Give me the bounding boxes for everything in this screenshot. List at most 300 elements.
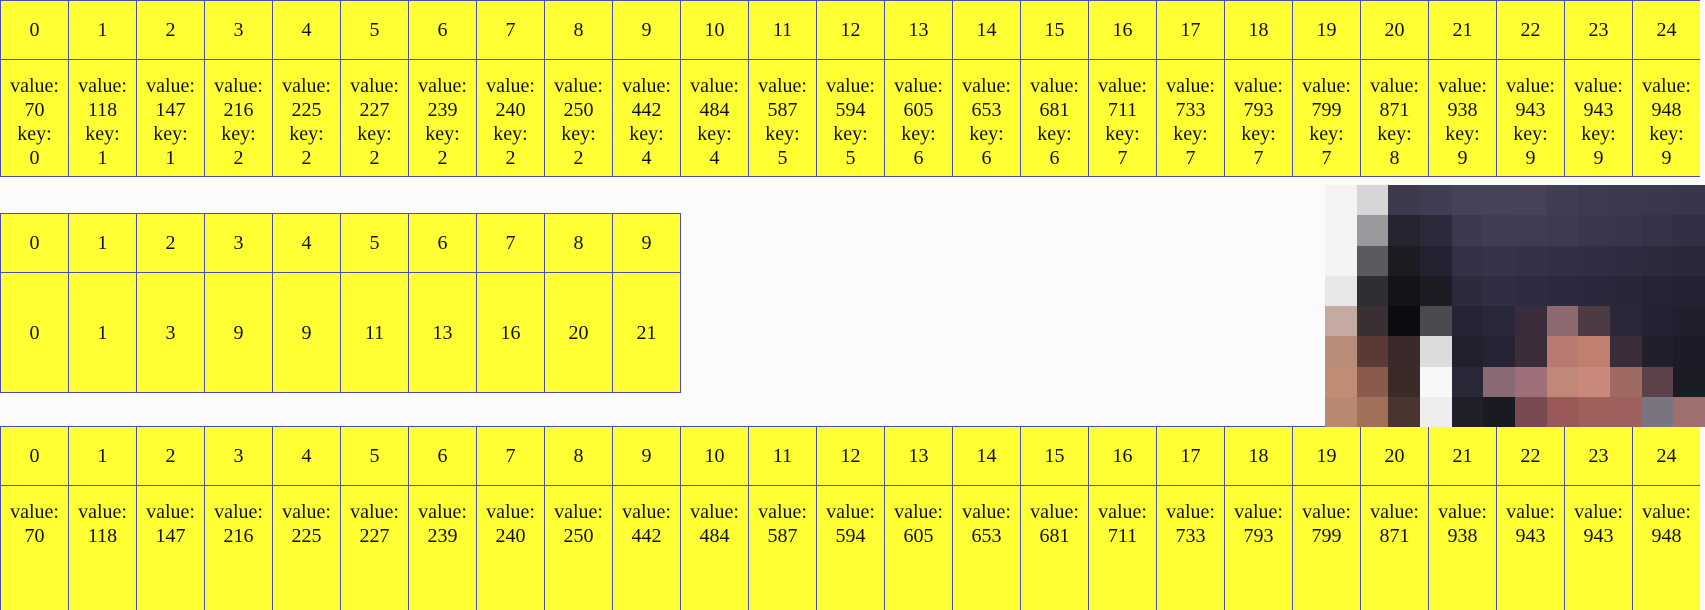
array-top-index-cell: 22 (1497, 1, 1565, 60)
array-bottom-value-row (1, 486, 1701, 610)
key-number: 9 (1457, 147, 1468, 169)
array-bottom-index-cell: 2 (137, 427, 205, 486)
array-top-value-cell (1021, 60, 1089, 177)
webcam-pixel (1452, 367, 1485, 398)
webcam-pixel (1325, 306, 1358, 337)
webcam-pixel (1357, 397, 1390, 427)
webcam-pixel (1388, 276, 1421, 307)
array-top-value-cell (1429, 60, 1497, 177)
count-array-index-cell: 7 (477, 214, 545, 273)
key-number: 8 (1389, 147, 1400, 169)
webcam-pixel (1483, 185, 1516, 216)
array-bottom-value-cell (817, 486, 885, 610)
array-top-index-cell: 7 (477, 1, 545, 60)
key-number: 6 (1049, 147, 1060, 169)
array-bottom-value-cell (885, 486, 953, 610)
array-top-index-cell: 21 (1429, 1, 1497, 60)
array-top (0, 0, 1700, 177)
array-top-value-cell (545, 60, 613, 177)
value-number: 653 (971, 99, 1002, 121)
array-bottom-value-cell (681, 486, 749, 610)
array-top-index-cell: 10 (681, 1, 749, 60)
key-label: key: (1037, 123, 1072, 145)
array-bottom-index-cell: 14 (953, 427, 1021, 486)
array-bottom-value-cell (749, 486, 817, 610)
value-number: 118 (87, 525, 118, 547)
webcam-pixel (1452, 306, 1485, 337)
value-label: value: (350, 75, 399, 97)
array-top-value-cell (1, 60, 69, 177)
value-number: 711 (1107, 525, 1138, 547)
array-top-value-cell (1361, 60, 1429, 177)
key-label: key: (969, 123, 1004, 145)
webcam-pixel (1547, 397, 1580, 427)
key-number: 4 (641, 147, 652, 169)
array-bottom-value-cell (545, 486, 613, 610)
webcam-pixel (1420, 185, 1453, 216)
webcam-pixel (1578, 397, 1611, 427)
array-top-index-cell: 1 (69, 1, 137, 60)
key-number: 9 (1525, 147, 1536, 169)
key-label: key: (1513, 123, 1548, 145)
value-number: 948 (1651, 99, 1682, 121)
value-number: 943 (1515, 525, 1546, 547)
key-label: key: (357, 123, 392, 145)
array-bottom-value-cell (137, 486, 205, 610)
value-label: value: (1234, 501, 1283, 523)
count-array-value-row (1, 273, 681, 393)
array-top-value-cell (205, 60, 273, 177)
value-number: 711 (1107, 99, 1138, 121)
value-label: value: (894, 501, 943, 523)
webcam-pixel (1357, 367, 1390, 398)
webcam-pixel (1515, 397, 1548, 427)
webcam-pixel (1452, 336, 1485, 367)
array-top-index-cell: 5 (341, 1, 409, 60)
array-bottom-index-cell: 24 (1633, 427, 1701, 486)
key-number: 2 (233, 147, 244, 169)
value-number: 70 (24, 99, 45, 121)
key-label: key: (1649, 123, 1684, 145)
array-top-value-cell (341, 60, 409, 177)
value-number: 250 (563, 525, 594, 547)
value-label: value: (10, 75, 59, 97)
array-bottom-index-cell: 22 (1497, 427, 1565, 486)
value-number: 239 (427, 525, 458, 547)
value-label: value: (962, 75, 1011, 97)
value-label: value: (1302, 501, 1351, 523)
value-number: 225 (291, 99, 322, 121)
array-top-index-cell: 3 (205, 1, 273, 60)
key-number: 0 (29, 147, 40, 169)
webcam-pixel (1452, 185, 1485, 216)
key-label: key: (1309, 123, 1344, 145)
array-bottom-index-cell: 9 (613, 427, 681, 486)
array-top-index-cell: 16 (1089, 1, 1157, 60)
webcam-pixel (1610, 336, 1643, 367)
array-bottom-index-cell: 19 (1293, 427, 1361, 486)
array-top-value-cell (273, 60, 341, 177)
webcam-pixel (1388, 246, 1421, 277)
webcam-pixel (1420, 367, 1453, 398)
array-top-value-cell (1633, 60, 1701, 177)
key-label: key: (1105, 123, 1140, 145)
value-label: value: (1098, 75, 1147, 97)
key-label: key: (1377, 123, 1412, 145)
key-label: key: (289, 123, 324, 145)
array-top-value-cell (885, 60, 953, 177)
value-number: 681 (1039, 525, 1070, 547)
key-label: key: (561, 123, 596, 145)
webcam-pixel (1642, 306, 1675, 337)
webcam-pixel (1673, 276, 1705, 307)
array-bottom-index-cell: 18 (1225, 427, 1293, 486)
value-number: 225 (291, 525, 322, 547)
webcam-pixel (1452, 246, 1485, 277)
value-label: value: (1642, 75, 1691, 97)
array-bottom-index-cell: 17 (1157, 427, 1225, 486)
array-top-value-cell (69, 60, 137, 177)
webcam-overlay (1325, 185, 1705, 427)
webcam-pixel (1642, 397, 1675, 427)
array-bottom-value-cell (409, 486, 477, 610)
webcam-pixel (1610, 306, 1643, 337)
key-number: 2 (505, 147, 516, 169)
value-label: value: (826, 501, 875, 523)
value-label: value: (486, 501, 535, 523)
value-label: value: (1642, 501, 1691, 523)
webcam-pixel (1515, 367, 1548, 398)
array-bottom-value-cell (1225, 486, 1293, 610)
value-label: value: (758, 75, 807, 97)
value-label: value: (1506, 501, 1555, 523)
array-top-index-cell: 17 (1157, 1, 1225, 60)
value-number: 948 (1651, 525, 1682, 547)
count-array-value-cell: 21 (613, 273, 681, 393)
webcam-pixel (1388, 306, 1421, 337)
value-number: 216 (223, 525, 254, 547)
array-bottom-value-cell (477, 486, 545, 610)
webcam-pixel (1547, 306, 1580, 337)
value-label: value: (554, 75, 603, 97)
webcam-pixel (1388, 215, 1421, 246)
array-bottom-index-cell: 16 (1089, 427, 1157, 486)
webcam-pixel (1515, 185, 1548, 216)
array-bottom-value-cell (205, 486, 273, 610)
webcam-pixel (1325, 397, 1358, 427)
key-label: key: (153, 123, 188, 145)
array-top-value-cell (681, 60, 749, 177)
webcam-pixel (1610, 276, 1643, 307)
webcam-pixel (1610, 215, 1643, 246)
webcam-pixel (1452, 215, 1485, 246)
value-number: 733 (1175, 99, 1206, 121)
array-bottom-index-cell: 21 (1429, 427, 1497, 486)
array-top-index-cell: 20 (1361, 1, 1429, 60)
value-label: value: (962, 501, 1011, 523)
value-number: 594 (835, 525, 866, 547)
array-top-index-cell: 0 (1, 1, 69, 60)
count-array-index-cell: 2 (137, 214, 205, 273)
value-label: value: (1030, 75, 1079, 97)
key-label: key: (85, 123, 120, 145)
webcam-pixel (1357, 185, 1390, 216)
array-top-value-cell (1157, 60, 1225, 177)
webcam-pixel (1325, 215, 1358, 246)
array-bottom-index-cell: 13 (885, 427, 953, 486)
array-bottom-value-cell (1361, 486, 1429, 610)
array-bottom-value-cell (1565, 486, 1633, 610)
count-array-index-cell: 6 (409, 214, 477, 273)
key-label: key: (629, 123, 664, 145)
webcam-pixel (1673, 397, 1705, 427)
array-top-index-cell: 19 (1293, 1, 1361, 60)
array-top-index-cell: 12 (817, 1, 885, 60)
webcam-pixel (1483, 276, 1516, 307)
value-number: 227 (359, 99, 390, 121)
key-number: 7 (1117, 147, 1128, 169)
value-label: value: (78, 75, 127, 97)
value-number: 227 (359, 525, 390, 547)
webcam-pixel (1547, 336, 1580, 367)
array-bottom-value-cell (1021, 486, 1089, 610)
value-label: value: (690, 501, 739, 523)
array-bottom-index-cell: 11 (749, 427, 817, 486)
array-bottom-index-cell: 3 (205, 427, 273, 486)
count-array-index-cell: 3 (205, 214, 273, 273)
key-label: key: (765, 123, 800, 145)
webcam-pixel (1673, 185, 1705, 216)
value-label: value: (1438, 501, 1487, 523)
webcam-pixel (1420, 397, 1453, 427)
value-label: value: (758, 501, 807, 523)
key-label: key: (221, 123, 256, 145)
array-bottom-value-cell (1089, 486, 1157, 610)
webcam-pixel (1673, 306, 1705, 337)
webcam-pixel (1547, 185, 1580, 216)
value-label: value: (826, 75, 875, 97)
count-array-value-cell: 9 (205, 273, 273, 393)
array-bottom-value-cell (273, 486, 341, 610)
value-label: value: (1438, 75, 1487, 97)
count-array-value-cell: 20 (545, 273, 613, 393)
webcam-pixel (1388, 336, 1421, 367)
webcam-pixel (1357, 246, 1390, 277)
webcam-pixel (1547, 246, 1580, 277)
array-top-value-cell (817, 60, 885, 177)
array-top-index-cell: 4 (273, 1, 341, 60)
key-label: key: (1173, 123, 1208, 145)
array-top-index-cell: 15 (1021, 1, 1089, 60)
key-label: key: (17, 123, 52, 145)
array-bottom-value-cell (613, 486, 681, 610)
webcam-pixel (1515, 215, 1548, 246)
webcam-pixel (1388, 397, 1421, 427)
array-bottom-index-cell: 7 (477, 427, 545, 486)
webcam-pixel (1578, 336, 1611, 367)
array-bottom-index-cell: 6 (409, 427, 477, 486)
array-top-value-cell (1293, 60, 1361, 177)
value-number: 587 (767, 525, 798, 547)
value-number: 70 (24, 525, 45, 547)
array-top-index-cell: 14 (953, 1, 1021, 60)
webcam-pixel (1547, 367, 1580, 398)
webcam-pixel (1578, 215, 1611, 246)
value-label: value: (1166, 501, 1215, 523)
value-number: 938 (1447, 525, 1478, 547)
value-label: value: (1370, 501, 1419, 523)
value-label: value: (282, 501, 331, 523)
webcam-pixel (1420, 215, 1453, 246)
key-label: key: (1241, 123, 1276, 145)
key-number: 2 (369, 147, 380, 169)
count-array-index-row (1, 214, 681, 273)
webcam-pixel (1642, 185, 1675, 216)
array-bottom-index-cell: 23 (1565, 427, 1633, 486)
value-label: value: (214, 501, 263, 523)
key-label: key: (425, 123, 460, 145)
key-label: key: (697, 123, 732, 145)
array-top-value-cell (953, 60, 1021, 177)
value-label: value: (350, 501, 399, 523)
value-number: 733 (1175, 525, 1206, 547)
count-array-value-cell: 1 (69, 273, 137, 393)
key-number: 4 (709, 147, 720, 169)
value-label: value: (146, 501, 195, 523)
value-label: value: (554, 501, 603, 523)
value-label: value: (622, 501, 671, 523)
value-number: 442 (631, 99, 662, 121)
count-array-index-cell: 5 (341, 214, 409, 273)
array-bottom-value-cell (1293, 486, 1361, 610)
webcam-pixel (1483, 246, 1516, 277)
array-top-index-cell: 23 (1565, 1, 1633, 60)
value-number: 442 (631, 525, 662, 547)
value-number: 681 (1039, 99, 1070, 121)
webcam-pixel (1547, 276, 1580, 307)
webcam-pixel (1578, 185, 1611, 216)
value-number: 484 (699, 525, 730, 547)
array-top-index-cell: 11 (749, 1, 817, 60)
key-number: 7 (1185, 147, 1196, 169)
array-bottom (0, 426, 1700, 610)
value-number: 147 (155, 525, 186, 547)
array-top-value-cell (137, 60, 205, 177)
array-bottom-value-cell (1, 486, 69, 610)
count-array-value-cell: 11 (341, 273, 409, 393)
array-top-value-cell (613, 60, 681, 177)
value-label: value: (1030, 501, 1079, 523)
webcam-pixel (1642, 367, 1675, 398)
value-number: 587 (767, 99, 798, 121)
value-label: value: (622, 75, 671, 97)
value-number: 240 (495, 525, 526, 547)
array-top-index-cell: 24 (1633, 1, 1701, 60)
array-bottom-index-cell: 8 (545, 427, 613, 486)
webcam-pixel (1388, 367, 1421, 398)
value-number: 250 (563, 99, 594, 121)
value-number: 799 (1311, 525, 1342, 547)
value-label: value: (10, 501, 59, 523)
webcam-pixel (1483, 397, 1516, 427)
key-number: 7 (1321, 147, 1332, 169)
value-number: 653 (971, 525, 1002, 547)
key-number: 2 (573, 147, 584, 169)
value-number: 799 (1311, 99, 1342, 121)
key-number: 5 (845, 147, 856, 169)
key-number: 9 (1661, 147, 1672, 169)
count-array-value-cell: 16 (477, 273, 545, 393)
value-number: 793 (1243, 99, 1274, 121)
array-bottom-index-row (1, 427, 1701, 486)
key-number: 2 (437, 147, 448, 169)
webcam-pixel (1610, 246, 1643, 277)
array-top-index-cell: 13 (885, 1, 953, 60)
webcam-pixel (1325, 367, 1358, 398)
webcam-pixel (1610, 397, 1643, 427)
value-label: value: (1574, 75, 1623, 97)
count-array-index-cell: 1 (69, 214, 137, 273)
array-top-index-cell: 8 (545, 1, 613, 60)
value-label: value: (214, 75, 263, 97)
count-array-value-cell: 9 (273, 273, 341, 393)
webcam-pixel (1642, 215, 1675, 246)
array-bottom-index-cell: 15 (1021, 427, 1089, 486)
value-number: 118 (87, 99, 118, 121)
array-bottom-value-cell (341, 486, 409, 610)
webcam-pixel (1673, 246, 1705, 277)
webcam-pixel (1452, 276, 1485, 307)
webcam-pixel (1452, 397, 1485, 427)
key-label: key: (833, 123, 868, 145)
array-bottom-index-cell: 4 (273, 427, 341, 486)
webcam-pixel (1420, 246, 1453, 277)
value-label: value: (1370, 75, 1419, 97)
array-bottom-index-cell: 10 (681, 427, 749, 486)
count-array-value-cell: 0 (1, 273, 69, 393)
webcam-pixel (1325, 185, 1358, 216)
key-number: 2 (301, 147, 312, 169)
key-number: 7 (1253, 147, 1264, 169)
array-top-value-cell (409, 60, 477, 177)
webcam-pixel (1483, 367, 1516, 398)
array-bottom-index-cell: 12 (817, 427, 885, 486)
value-label: value: (1234, 75, 1283, 97)
key-number: 5 (777, 147, 788, 169)
count-array-value-cell: 3 (137, 273, 205, 393)
array-top-index-cell: 6 (409, 1, 477, 60)
value-number: 484 (699, 99, 730, 121)
value-label: value: (78, 501, 127, 523)
key-number: 1 (165, 147, 176, 169)
webcam-pixel (1578, 276, 1611, 307)
webcam-pixel (1578, 367, 1611, 398)
key-number: 6 (913, 147, 924, 169)
value-label: value: (1574, 501, 1623, 523)
array-bottom-value-cell (1497, 486, 1565, 610)
webcam-pixel (1420, 306, 1453, 337)
value-label: value: (1506, 75, 1555, 97)
array-top-index-cell: 2 (137, 1, 205, 60)
count-array-index-cell: 9 (613, 214, 681, 273)
webcam-pixel (1357, 336, 1390, 367)
array-top-value-cell (1089, 60, 1157, 177)
value-number: 943 (1583, 99, 1614, 121)
value-number: 605 (903, 525, 934, 547)
webcam-pixel (1483, 306, 1516, 337)
value-number: 871 (1379, 525, 1410, 547)
key-label: key: (1581, 123, 1616, 145)
